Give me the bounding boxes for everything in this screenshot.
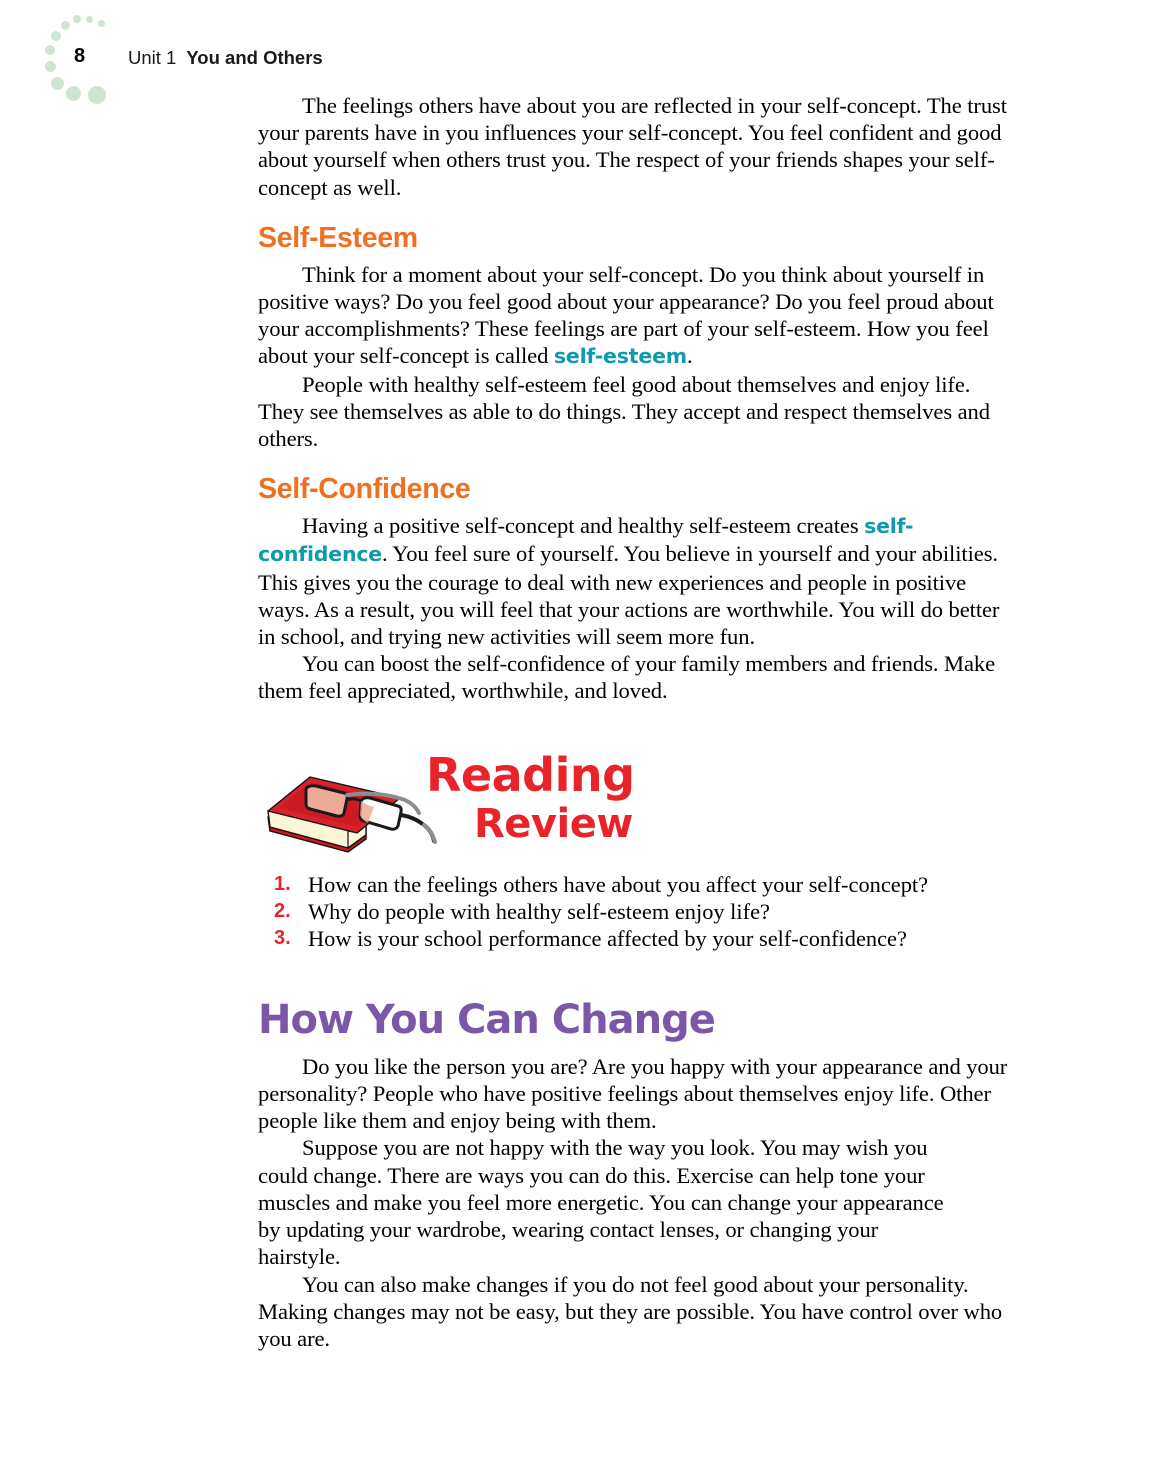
review-question-list [262,871,1010,953]
unit-title: You and Others [186,47,323,68]
vocab-term-self-esteem: self-esteem [553,344,687,369]
paragraph-text-after-term: . You feel sure of yourself. You believe in yourself and your abilities. This gives you the courage to deal with new experiences and people in positive ways. As a result, you will feel that your actions are worthwhile. You will do better in school, and trying new activities will seem more fun. [258,541,1000,650]
question-text: Why do people with healthy self-esteem enjoy life? [308,899,770,925]
question-number: 3. [274,927,291,950]
page-number: 8 [74,45,86,67]
reading-review-title-line-1: Reading [426,747,635,802]
heading-how-you-can-change: How You Can Change [258,996,715,1043]
text-column [258,92,1010,1352]
question-text: How can the feelings others have about you affect your self-concept? [308,871,929,897]
self-confidence-paragraph-2: You can boost the self-confidence of your family members and friends. Make them feel appreciated, worthwhile, and loved. [258,651,996,704]
intro-paragraph: The feelings others have about you are reflected in your self-concept. The trust your parents have in you influences your self-concept. You feel confident and good about yourself when others trust you. The respect of your friends shapes your self-concept as well. [258,93,1007,200]
unit-label: Unit 1 [128,47,177,68]
vocab-term-self-confidence: self-confidence [258,514,914,567]
reading-review-feature [258,749,1010,867]
how-you-can-change-paragraph-2: Suppose you are not happy with the way you look. You may wish you could change. There are ways you can do this. Exercise can help tone your muscles and make you feel more energetic. You can change your appearance by updating your wardrobe, wearing contact lenses, or changing your hairstyle. [258,1135,944,1270]
paragraph-text-before-term: Think for a moment about your self-concept. Do you think about yourself in positive ways? Do you feel good about your appearance? Do you feel proud about your accomplishments? These feelings are part of your self-esteem. How you feel about your self-concept is called [258,261,994,369]
self-confidence-paragraph-1 [258,512,1010,650]
review-question-item [262,898,1010,925]
how-you-can-change-paragraph-1: Do you like the person you are? Are you happy with your appearance and your personality? People who have positive feelings about themselves enjoy life. Other people like them and enjoy being with them. [258,1053,1008,1134]
review-question-item [262,925,1010,952]
self-esteem-paragraph-2: People with healthy self-esteem feel good about themselves and enjoy life. They see themselves as able to do things. They accept and respect themselves and others. [258,371,990,452]
paragraph-text-before-term: Having a positive self-concept and healthy self-esteem creates [302,513,865,539]
question-number: 1. [274,872,291,895]
reading-review-title-line-2: Review [474,800,633,847]
question-number: 2. [274,900,291,923]
heading-self-confidence: Self-Confidence [258,473,471,506]
paragraph-text-after-term: . [686,343,693,369]
how-you-can-change-paragraph-3: You can also make changes if you do not feel good about your personality. Making changes may not be easy, but they are possible. You have control over who you are. [258,1271,1003,1351]
heading-self-esteem: Self-Esteem [258,221,418,254]
review-question-item [262,871,1010,898]
book-with-glasses-icon [262,753,442,857]
breadcrumb [128,47,323,69]
self-esteem-paragraph-1 [258,261,1010,371]
reading-review-title [426,749,826,847]
question-text: How is your school performance affected by your self-confidence? [308,926,907,952]
